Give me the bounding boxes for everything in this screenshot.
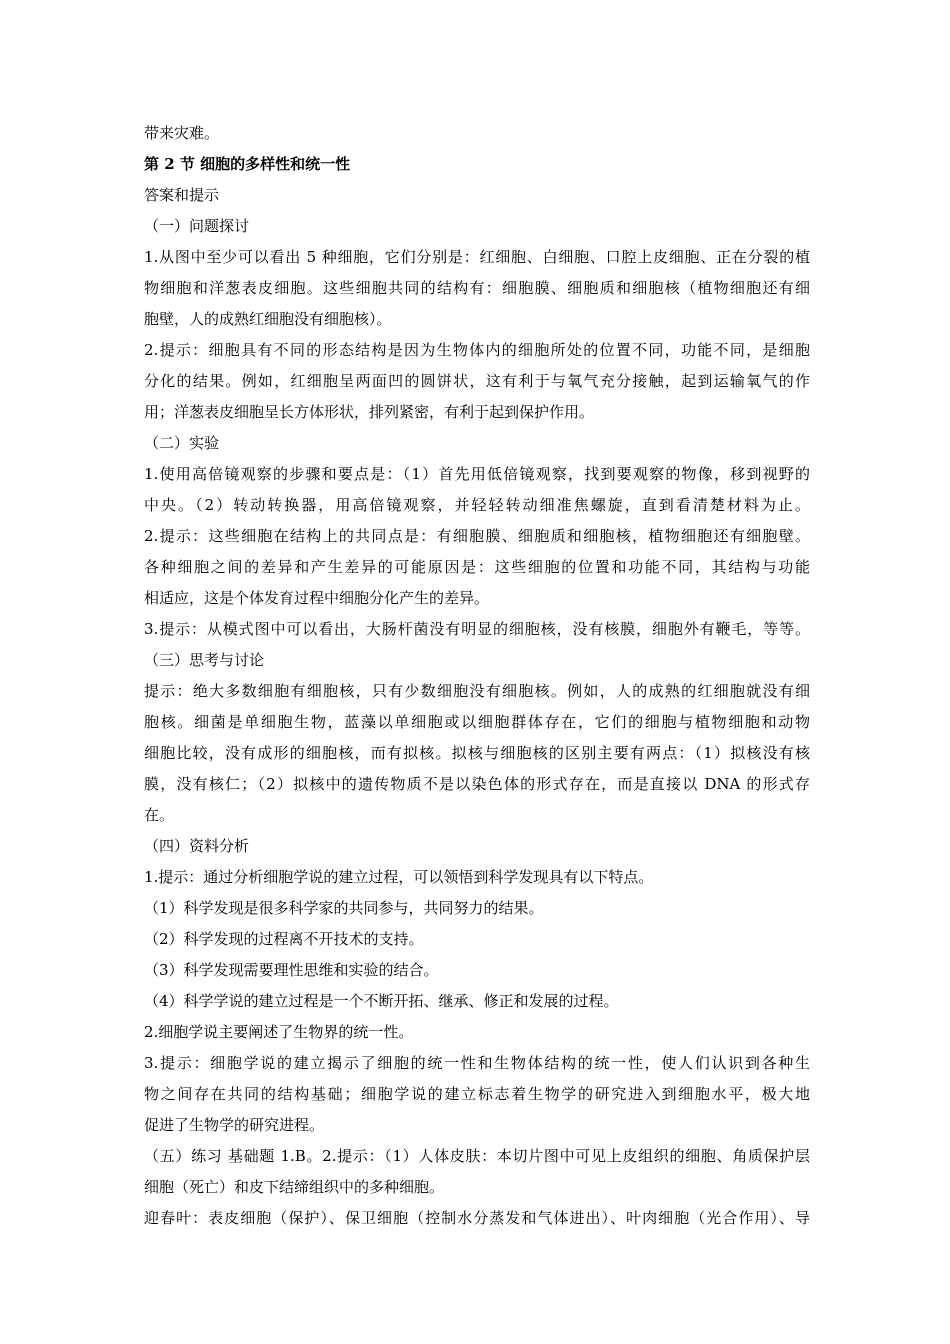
text-line: 迎春叶：表皮细胞（保护）、保卫细胞（控制水分蒸发和气体进出）、叶肉细胞（光合作用）、导 [144,1209,810,1227]
subsection-heading: （三）思考与讨论 [144,651,265,669]
text-line: 提示：绝大多数细胞有细胞核，只有少数细胞没有细胞核。例如，人的成熟的红细胞就没有细 [144,682,810,700]
list-item: （4）科学学说的建立过程是一个不断开拓、继承、修正和发展的过程。 [144,992,619,1010]
text-line: 2.细胞学说主要阐述了生物界的统一性。 [144,1023,414,1041]
text-line: 促进了生物学的研究进程。 [144,1116,325,1134]
text-line: 分化的结果。例如，红细胞呈两面凹的圆饼状，这有利于与氧气充分接触，起到运输氧气的作 [144,372,810,390]
text-line: 细胞比较，没有成形的细胞核，而有拟核。拟核与细胞核的区别主要有两点：（1）拟核没有核 [144,744,810,762]
text-line: 细胞（死亡）和皮下结缔组织中的多种细胞。 [144,1178,445,1196]
text-line: 在。 [144,806,175,824]
text-line: （五）练习 基础题 1.B。2.提示：（1）人体皮肤：本切片图中可见上皮组织的细胞、角质保护层 [144,1147,810,1165]
text-line: 3.提示：细胞学说的建立揭示了细胞的统一性和生物体结构的统一性，使人们认识到各种生 [144,1054,810,1072]
text-line: 1.从图中至少可以看出 5 种细胞，它们分别是：红细胞、白细胞、口腔上皮细胞、正在分裂的植 [144,248,810,266]
list-item: （3）科学发现需要理性思维和实验的结合。 [144,961,439,979]
text-line: 用；洋葱表皮细胞呈长方体形状，排列紧密，有利于起到保护作用。 [144,403,595,421]
text-line: 膜，没有核仁；（2）拟核中的遗传物质不是以染色体的形式存在，而是直接以 DNA 的形式存 [144,775,810,793]
subsection-heading: （二）实验 [144,434,220,452]
text-line: 1.使用高倍镜观察的步骤和要点是：（1）首先用低倍镜观察，找到要观察的物像，移到视野的 [144,465,810,483]
text-line: 物之间存在共同的结构基础；细胞学说的建立标志着生物学的研究进入到细胞水平，极大地 [144,1085,810,1103]
document-page [144,118,810,1234]
text-line: 1.提示：通过分析细胞学说的建立过程，可以领悟到科学发现具有以下特点。 [144,868,654,886]
text-line: 中央。（2）转动转换器，用高倍镜观察，并轻轻转动细准焦螺旋，直到看清楚材料为止。 [144,496,810,514]
text-line: 胞壁，人的成熟红细胞没有细胞核）。 [144,310,392,328]
text-line: 物细胞和洋葱表皮细胞。这些细胞共同的结构有：细胞膜、细胞质和细胞核（植物细胞还有细 [144,279,810,297]
text-line: 答案和提示 [144,186,220,204]
list-item: （2）科学发现的过程离不开技术的支持。 [144,930,424,948]
subsection-heading: （四）资料分析 [144,837,250,855]
text-line: 带来灾难。 [144,124,220,142]
section-heading: 第 2 节 细胞的多样性和统一性 [144,155,351,173]
list-item: （1）科学发现是很多科学家的共同参与，共同努力的结果。 [144,899,544,917]
text-line: 2.提示：细胞具有不同的形态结构是因为生物体内的细胞所处的位置不同，功能不同，是细胞 [144,341,810,359]
text-line: 2.提示：这些细胞在结构上的共同点是：有细胞膜、细胞质和细胞核，植物细胞还有细胞壁。 [144,527,810,545]
text-line: 3.提示：从模式图中可以看出，大肠杆菌没有明显的细胞核，没有核膜，细胞外有鞭毛，等等。 [144,620,810,638]
subsection-heading: （一）问题探讨 [144,217,250,235]
text-line: 胞核。细菌是单细胞生物，蓝藻以单细胞或以细胞群体存在，它们的细胞与植物细胞和动物 [144,713,810,731]
text-line: 相适应，这是个体发育过程中细胞分化产生的差异。 [144,589,490,607]
text-line: 各种细胞之间的差异和产生差异的可能原因是：这些细胞的位置和功能不同，其结构与功能 [144,558,810,576]
